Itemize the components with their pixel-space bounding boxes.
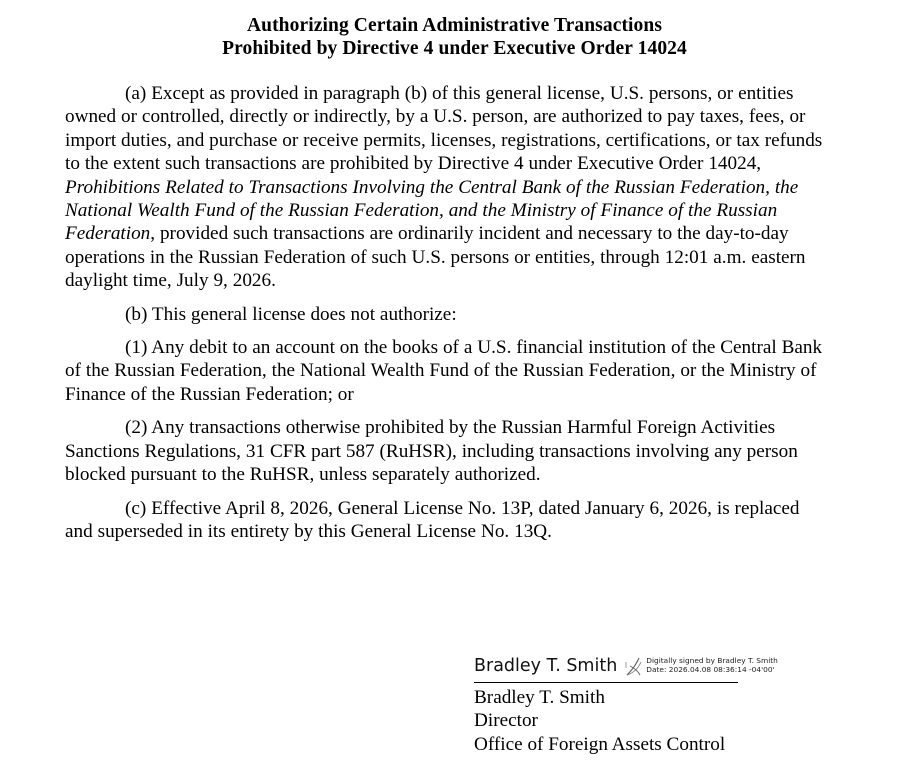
- digital-signature-details: [646, 656, 778, 674]
- paragraph-a: [65, 82, 825, 293]
- signature-script-name: Bradley T. Smith: [474, 656, 618, 676]
- paragraph-c: (c) Effective April 8, 2026, General License No. 13P, dated January 6, 2026, is replaced and superseded in its entirety by this General License No. 13Q.: [65, 497, 800, 542]
- signature-rule: [474, 682, 738, 683]
- paragraph-a-directive-title: Prohibitions Related to Transactions Involving the Central Bank of the Russian Federation, the National Wealth Fund of the Russian Federation, and the Ministry of Finance of the Russian Federation: [65, 176, 799, 245]
- document-title: [0, 0, 909, 60]
- document-body: [65, 82, 825, 543]
- signature-office: Office of Foreign Assets Control: [474, 733, 726, 755]
- signature-block: [474, 655, 874, 756]
- digital-signature-date: Date: 2026.04.08 08:36:14 -04'00': [646, 665, 775, 675]
- paragraph-b2: (2) Any transactions otherwise prohibited by the Russian Harmful Foreign Activities Sanctions Regulations, 31 CFR part 587 (RuHSR), including transactions involving any person blocked pursuant to the RuHSR, unless separately authorized.: [65, 417, 798, 486]
- paragraph-a-text-lead: (a) Except as provided in paragraph (b) of this general license, U.S. persons, or entities owned or controlled, directly or indirectly, by a U.S. person, are authorized to pay taxes, fees, or import duties, and purchase or receive permits, licenses, registrations, certifications, or tax refunds to the extent such transactions are prohibited by Directive 4 under Executive Order 14024,: [65, 83, 823, 175]
- paragraph-a-text-tail: , provided such transactions are ordinarily incident and necessary to the day-to-day operations in the Russian Federation of such U.S. persons or entities, through 12:01 a.m. eastern daylight time, July 9, 2026.: [65, 223, 806, 292]
- paragraph-b1: (1) Any debit to an account on the books of a U.S. financial institution of the Central Bank of the Russian Federation, the National Wealth Fund of the Russian Federation, or the Ministry of Finance of the Russian Federation; or: [65, 337, 823, 405]
- title-line-2: Prohibited by Directive 4 under Executive Order 14024: [222, 38, 687, 59]
- title-line-1: Authorizing Certain Administrative Transactions: [246, 15, 663, 36]
- digital-signature-signer: Digitally signed by Bradley T. Smith: [646, 656, 778, 665]
- paragraph-b: (b) This general license does not authorize:: [125, 303, 457, 325]
- digital-signature-row: [474, 655, 874, 679]
- signature-identity: [474, 686, 874, 756]
- signature-flourish-icon: [624, 656, 646, 678]
- signature-title: Director: [474, 710, 538, 732]
- signature-printed-name: Bradley T. Smith: [474, 687, 605, 708]
